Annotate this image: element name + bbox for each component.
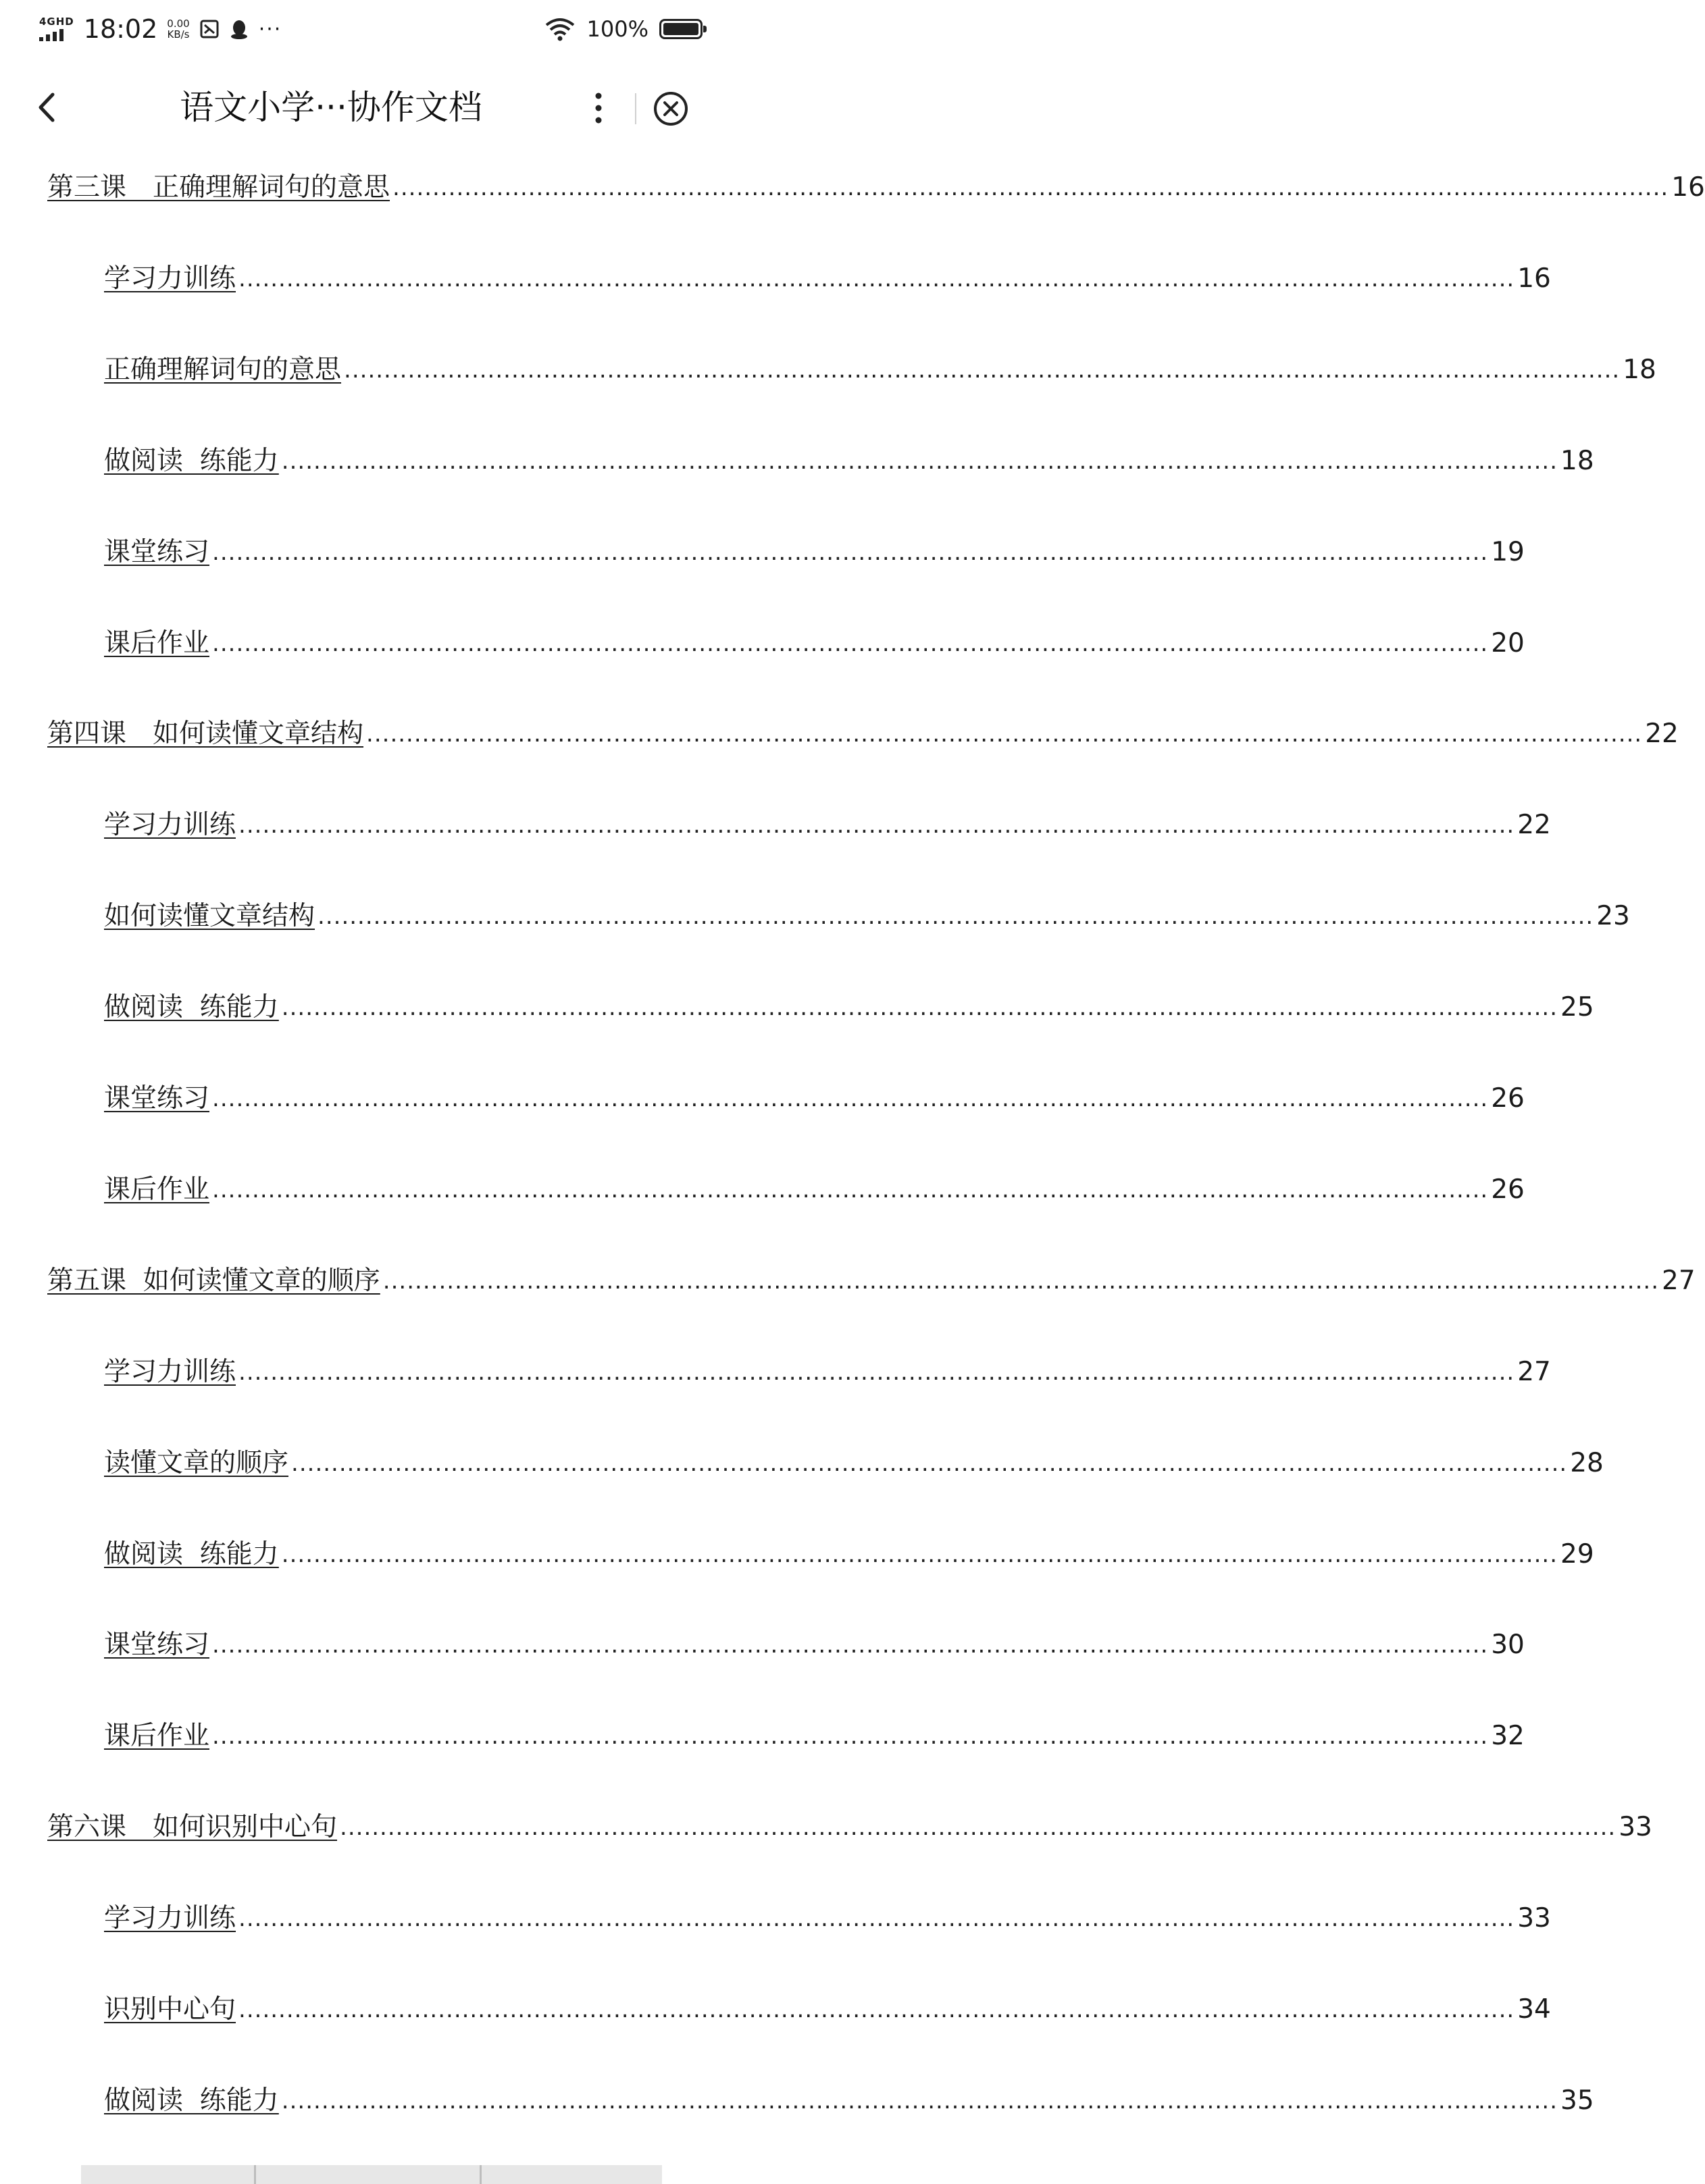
toc-page-number: 26: [1491, 1174, 1525, 1205]
status-right: [544, 16, 703, 42]
toc-dot-leader: ................................................................................................................................................................: [281, 448, 1558, 475]
toc-dot-leader: ................................................................................................................................................................: [238, 1359, 1515, 1386]
toc-entry-label[interactable]: 正确理解词句的意思: [104, 355, 342, 385]
status-time: 18:02: [83, 14, 158, 44]
toc-entry-label[interactable]: 课堂练习: [104, 537, 210, 567]
toc-dot-leader: ................................................................................................................................................................: [392, 174, 1669, 201]
toc-page-number: 34: [1517, 1994, 1551, 2025]
toc-page-number: 16: [1517, 263, 1551, 294]
network-speed-value: 0.00: [167, 18, 190, 30]
toc-entry-label[interactable]: 课后作业: [104, 1721, 210, 1751]
toc-page-number: 27: [1517, 1357, 1551, 1387]
toc-dot-leader: ................................................................................................................................................................: [212, 1176, 1489, 1203]
toc-lesson-entry[interactable]: [47, 714, 1679, 754]
toc-entry-label[interactable]: 读懂文章的顺序: [104, 1448, 289, 1478]
toc-page-number: 27: [1662, 1266, 1696, 1296]
status-left: [39, 14, 282, 44]
toc-page-number: 22: [1517, 810, 1551, 840]
toc-page-number: 19: [1491, 537, 1525, 567]
network-speed: [167, 18, 189, 40]
toc-page-number: 23: [1596, 901, 1630, 931]
toc-entry-label[interactable]: 做阅读 练能力: [104, 2085, 279, 2116]
toc-page-number: 32: [1491, 1721, 1525, 1751]
toc-entry-label[interactable]: 课后作业: [104, 1174, 210, 1205]
toc-entry-label[interactable]: 学习力训练: [104, 810, 236, 840]
signal-icon: [39, 29, 63, 41]
toc-page-number: 28: [1570, 1448, 1604, 1478]
toc-item-entry[interactable]: [104, 350, 1656, 390]
toc-page-number: 35: [1560, 2085, 1594, 2116]
toc-item-entry[interactable]: [104, 1534, 1594, 1575]
app-notification-icon: [199, 19, 220, 39]
toc-dot-leader: ................................................................................................................................................................: [238, 812, 1515, 839]
toc-dot-leader: ................................................................................................................................................................: [238, 1996, 1515, 2023]
toc-entry-label[interactable]: 第五课 如何读懂文章的顺序: [47, 1266, 380, 1296]
wifi-icon: [544, 17, 576, 41]
toc-dot-leader: ................................................................................................................................................................: [281, 994, 1558, 1021]
toc-entry-label[interactable]: 做阅读 练能力: [104, 446, 279, 476]
toc-item-entry[interactable]: [104, 805, 1551, 846]
toc-item-entry[interactable]: [104, 532, 1525, 573]
toc-item-entry[interactable]: [104, 1352, 1551, 1393]
toc-page-number: 16: [1671, 172, 1705, 203]
toc-entry-label[interactable]: 课后作业: [104, 628, 210, 658]
toc-lesson-entry[interactable]: [47, 167, 1705, 208]
toc-item-entry[interactable]: [104, 1625, 1525, 1665]
toc-entry-label[interactable]: 做阅读 练能力: [104, 992, 279, 1022]
back-chevron-icon[interactable]: [31, 90, 65, 124]
toc-dot-leader: ................................................................................................................................................................: [344, 357, 1621, 384]
toc-page-number: 18: [1560, 446, 1594, 476]
toc-dot-leader: ................................................................................................................................................................: [238, 265, 1515, 292]
toc-page-number: 25: [1560, 992, 1594, 1022]
toc-item-entry[interactable]: [104, 896, 1630, 937]
title-bar: [0, 70, 730, 145]
toc-lesson-entry[interactable]: [47, 1807, 1652, 1848]
toc-dot-leader: ................................................................................................................................................................: [212, 1723, 1489, 1750]
status-bar: [0, 0, 730, 58]
toc-dot-leader: ................................................................................................................................................................: [281, 2087, 1558, 2114]
toc-dot-leader: ................................................................................................................................................................: [291, 1450, 1568, 1477]
battery-percent: 100%: [586, 16, 648, 42]
toc-lesson-entry[interactable]: [47, 1261, 1696, 1301]
title-bar-divider: [635, 93, 636, 124]
toc-page-number: 29: [1560, 1539, 1594, 1569]
toc-dot-leader: ................................................................................................................................................................: [212, 1085, 1489, 1112]
toc-page-number: 26: [1491, 1083, 1525, 1114]
toc-page-number: 22: [1645, 719, 1679, 749]
toc-item-entry[interactable]: [104, 2081, 1594, 2121]
network-indicator: [39, 17, 74, 41]
toc-item-entry[interactable]: [104, 1716, 1525, 1757]
toc-entry-label[interactable]: 第四课 如何读懂文章结构: [47, 719, 364, 749]
toc-dot-leader: ................................................................................................................................................................: [340, 1814, 1617, 1841]
toc-dot-leader: ................................................................................................................................................................: [212, 630, 1489, 657]
toc-item-entry[interactable]: [104, 1990, 1551, 2030]
bottom-table-edge: [81, 2165, 662, 2184]
toc-dot-leader: ................................................................................................................................................................: [212, 539, 1489, 566]
toc-page-number: 20: [1491, 628, 1525, 658]
toc-item-entry[interactable]: [104, 1170, 1525, 1210]
toc-entry-label[interactable]: 学习力训练: [104, 263, 236, 294]
toc-page-number: 30: [1491, 1630, 1525, 1660]
toc-item-entry[interactable]: [104, 441, 1594, 482]
toc-entry-label[interactable]: 第六课 如何识别中心句: [47, 1812, 338, 1842]
toc-entry-label[interactable]: 课堂练习: [104, 1630, 210, 1660]
toc-entry-label[interactable]: 如何读懂文章结构: [104, 901, 315, 931]
toc-item-entry[interactable]: [104, 1898, 1551, 1939]
toc-entry-label[interactable]: 第三课 正确理解词句的意思: [47, 172, 390, 203]
toc-page-number: 18: [1623, 355, 1656, 385]
toc-page-number: 33: [1517, 1903, 1551, 1933]
toc-dot-leader: ................................................................................................................................................................: [212, 1632, 1489, 1659]
toc-dot-leader: ................................................................................................................................................................: [382, 1268, 1660, 1295]
toc-item-entry[interactable]: [104, 987, 1594, 1028]
network-type: 4GHD: [39, 16, 74, 28]
toc-dot-leader: ................................................................................................................................................................: [317, 903, 1594, 930]
toc-item-entry[interactable]: [104, 259, 1551, 299]
toc-page-number: 33: [1619, 1812, 1652, 1842]
toc-entry-label[interactable]: 课堂练习: [104, 1083, 210, 1114]
battery-fill: [663, 23, 698, 35]
toc-entry-label[interactable]: 学习力训练: [104, 1903, 236, 1933]
toc-entry-label[interactable]: 学习力训练: [104, 1357, 236, 1387]
toc-entry-label[interactable]: 识别中心句: [104, 1994, 236, 2025]
network-speed-unit: KB/s: [167, 28, 190, 41]
toc-dot-leader: ................................................................................................................................................................: [238, 1905, 1515, 1932]
page-title: 语文小学···协作文档: [180, 88, 482, 127]
battery-icon: [659, 19, 703, 39]
more-dots-icon: ···: [258, 17, 282, 41]
more-vertical-icon[interactable]: [586, 89, 611, 127]
qq-penguin-icon: [229, 18, 249, 40]
toc-dot-leader: ................................................................................................................................................................: [366, 721, 1643, 748]
toc-entry-label[interactable]: 做阅读 练能力: [104, 1539, 279, 1569]
toc-item-entry[interactable]: [104, 1443, 1604, 1484]
toc-item-entry[interactable]: [104, 1078, 1525, 1119]
toc-item-entry[interactable]: [104, 623, 1525, 664]
close-circle-icon[interactable]: [653, 90, 689, 127]
toc-dot-leader: ................................................................................................................................................................: [281, 1541, 1558, 1568]
